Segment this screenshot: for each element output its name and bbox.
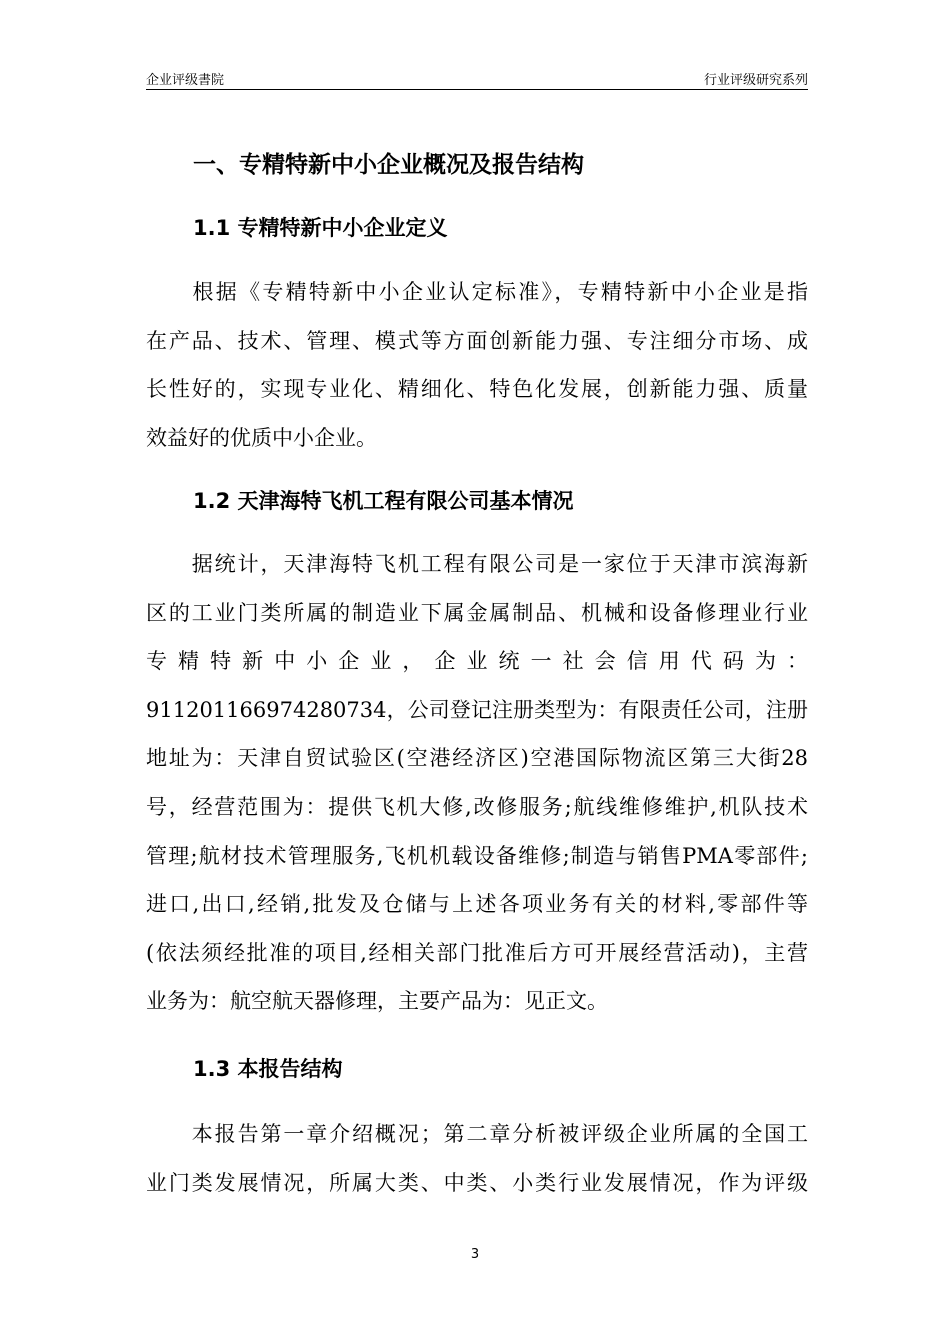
paragraph-line: 进口,出口,经销,批发及仓储与上述各项业务有关的材料,零部件等 xyxy=(146,892,808,917)
paragraph-line: 效益好的优质中小企业。 xyxy=(146,425,377,450)
paragraph-line: 号，经营范围为：提供飞机大修,改修服务;航线维修维护,机队技术 xyxy=(146,794,808,819)
heading-1-2: 1.2 天津海特飞机工程有限公司基本情况 xyxy=(193,489,574,513)
heading-1-1: 1.1 专精特新中小企业定义 xyxy=(193,216,448,240)
paragraph-line: 业务为：航空航天器修理，主要产品为：见正文。 xyxy=(146,989,608,1014)
paragraph-line: 根据《专精特新中小企业认定标准》，专精特新中小企业是指 xyxy=(146,280,808,304)
paragraph-company-info xyxy=(146,540,808,1026)
header-right-text: 行业评级研究系列 xyxy=(703,73,808,88)
heading-1-3: 1.3 本报告结构 xyxy=(193,1057,343,1081)
header-left-text: 企业评级書院 xyxy=(146,73,225,88)
paragraph-line: 长性好的，实现专业化、精细化、特色化发展，创新能力强、质量 xyxy=(146,377,808,402)
paragraph-line: 911201166974280734，公司登记注册类型为：有限责任公司，注册 xyxy=(146,697,808,722)
paragraph-line: 在产品、技术、管理、模式等方面创新能力强、专注细分市场、成 xyxy=(146,328,808,353)
section-title: 一、专精特新中小企业概况及报告结构 xyxy=(193,152,584,178)
paragraph-line: 专 精 特 新 中 小 企 业 ， 企 业 统 一 社 会 信 用 代 码 为 ： xyxy=(146,649,808,674)
paragraph-line: 管理;航材技术管理服务,飞机机载设备维修;制造与销售PMA零部件; xyxy=(146,843,808,868)
paragraph-line: 区的工业门类所属的制造业下属金属制品、机械和设备修理业行业 xyxy=(146,600,808,625)
paragraph-line: 地址为：天津自贸试验区(空港经济区)空港国际物流区第三大街28 xyxy=(146,746,808,771)
paragraph-definition xyxy=(146,268,808,462)
paragraph-line: 本报告第一章介绍概况；第二章分析被评级企业所属的全国工 xyxy=(146,1122,808,1146)
page-number: 3 xyxy=(470,1247,480,1262)
paragraph-line: (依法须经批准的项目,经相关部门批准后方可开展经营活动)，主营 xyxy=(146,940,808,965)
paragraph-report-structure xyxy=(146,1110,808,1207)
page-header xyxy=(146,69,808,90)
paragraph-line: 据统计，天津海特飞机工程有限公司是一家位于天津市滨海新 xyxy=(146,552,808,576)
paragraph-line: 业门类发展情况，所属大类、中类、小类行业发展情况，作为评级 xyxy=(146,1170,808,1195)
